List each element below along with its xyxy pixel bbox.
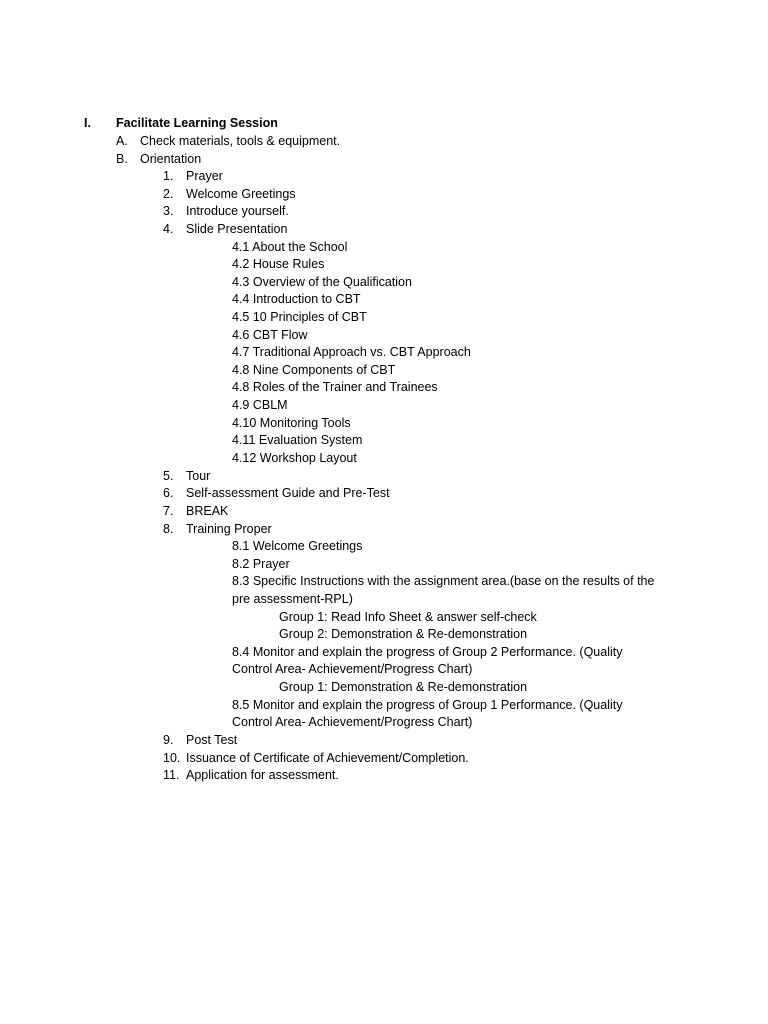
sub-item: 4.5 10 Principles of CBT: [232, 310, 367, 324]
sub-item: 4.1 About the School: [232, 239, 348, 254]
sub-item: 8.4 Monitor and explain the progress of Group 2 Performance. (Quality: [232, 645, 623, 659]
sub-item: 4.10 Monitoring Tools: [232, 415, 351, 430]
sub-item: 4.4 Introduction to CBT: [232, 292, 361, 306]
sub-item-continuation: Control Area- Achievement/Progress Chart): [232, 715, 473, 729]
sub-item: 8.3 Specific Instructions with the assignment area.(base on the results of the: [232, 574, 655, 588]
sub-item: 4.9 CBLM: [232, 398, 288, 412]
sub-item: 8.1 Welcome Greetings: [232, 539, 363, 553]
group-item: Group 2: Demonstration & Re-demonstration: [279, 627, 528, 641]
sub-item-continuation: pre assessment-RPL): [232, 591, 353, 606]
sub-item: 4.2 House Rules: [232, 257, 325, 271]
sub-item: 4.3 Overview of the Qualification: [232, 274, 412, 289]
section-title: Facilitate Learning Session: [116, 116, 278, 130]
sub-item: 4.8 Roles of the Trainer and Trainees: [232, 380, 438, 394]
sub-item: 8.2 Prayer: [232, 556, 290, 571]
sub-item: 4.7 Traditional Approach vs. CBT Approach: [232, 345, 471, 359]
sub-item: 4.12 Workshop Layout: [232, 451, 357, 465]
group-item: Group 1: Read Info Sheet & answer self-check: [279, 609, 537, 624]
sub-item-continuation: Control Area- Achievement/Progress Chart): [232, 662, 473, 676]
sub-item: 4.6 CBT Flow: [232, 327, 308, 342]
group-item: Group 1: Demonstration & Re-demonstration: [279, 680, 528, 694]
sub-item: 8.5 Monitor and explain the progress of Group 1 Performance. (Quality: [232, 697, 623, 712]
sub-item: 4.11 Evaluation System: [232, 433, 363, 447]
roman-numeral: I.: [84, 116, 91, 130]
sub-item: 4.8 Nine Components of CBT: [232, 362, 396, 377]
document-page: I. Facilitate Learning Session A. Check materials, tools & equipment. B. Orientation 1. Prayer 2. Welcome Greetings 3. Introduce yourself. 4. Slide Presentation 4.1 About the School 4.2 House Rules 4.3 Overview of the Qualification 4.4 Introduction to CBT 4.5 10 Principles of CBT 4.6 CBT Flow 4.7 Traditional Approach vs. CBT Approach 4.8 Nine Components of CBT 4.8 Roles of the Trainer and Trainees 4.9 CBLM 4.10 Monitoring Tools 4.11 Evaluation System 4.12 Workshop Layout 5. Tour 6. Self-assessment Guide and Pre-Test 7. BREAK 8. Training Proper 8.1 Welcome Greetings 8.2 Prayer 8.3 Specific Instructions with the assignment area.(base on the results of the pre assessment-RPL) Group 1: Read Info Sheet & answer self-check Group 2: Demonstration & Re-demonstration 8.4 Monitor and explain the progress of Group 2 Performance. (Quality Control Area- Achievement/Progress Chart) Group 1: Demonstration & Re-demonstration 8.5 Monitor and explain the progress of Group 1 Performance. (Quality Control Area- Achievement/Progress Chart) 9. Post Test 10. Issuance of Certificate of Achievement/Completion. 11. Application for assessment.: [84, 116, 655, 782]
